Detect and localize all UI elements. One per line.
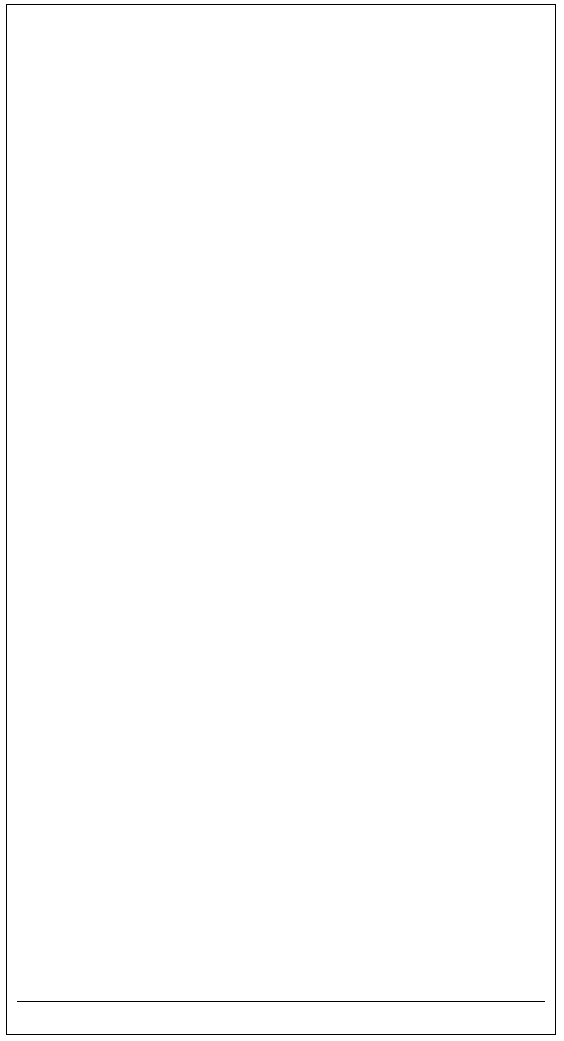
notice-footer bbox=[17, 1001, 545, 1028]
notice-main-paragraph bbox=[17, 11, 545, 537]
auction-notice bbox=[6, 4, 556, 1035]
auction-details-paragraph bbox=[17, 807, 545, 987]
expert-opinion-paragraph bbox=[17, 537, 545, 807]
